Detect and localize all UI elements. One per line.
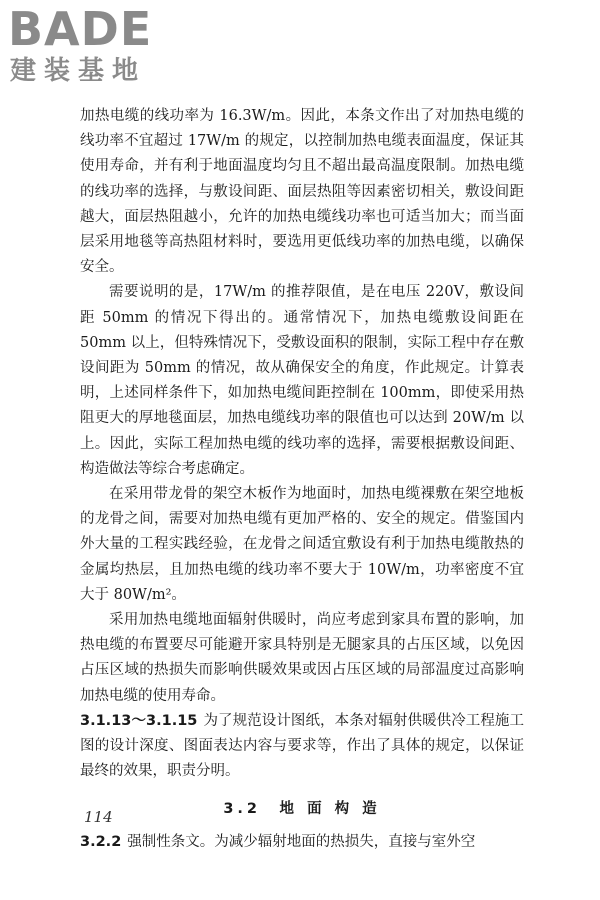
paragraph-3: 在采用带龙骨的架空木板作为地面时，加热电缆裸敷在架空地板的龙骨之间，需要对加热电缆有更加严格的、安全的规定。借鉴国内外大量的工程实践经验，在龙骨之间适宜敷设有利于加热电缆散热的金属均热层，且加热电缆的线功率不要大于 10W/m，功率密度不宜大于 80W/m²。 <box>80 486 524 603</box>
logo-subtitle: 建装基地 <box>10 56 147 86</box>
clause-text: 强制性条文。为减少辐射地面的热损失，直接与室外空 <box>127 834 476 851</box>
clause-3-2-2 <box>80 830 524 855</box>
clause-3-1-13 <box>80 709 524 785</box>
page-number: 114 <box>84 808 113 826</box>
paragraph-1: 加热电缆的线功率为 16.3W/m。因此，本条文作出了对加热电缆的线功率不宜超过 17W/m 的规定，以控制加热电缆表面温度，保证其使用寿命，并有利于地面温度均匀且不超出最高温度限制。加热电缆的线功率的选择，与敷设间距、面层热阻等因素密切相关，敷设间距越大，面层热阻越小，允许的加热电缆线功率也可适当加大；而当面层采用地毯等高热阻材料时，要选用更低线功率的加热电缆，以确保安全。 <box>80 108 524 276</box>
clause-number: 3.1.13～3.1.15 <box>80 712 198 729</box>
body-text <box>80 104 524 856</box>
section-heading: 3.2 地 面 构 造 <box>223 801 381 818</box>
clause-number: 3.2.2 <box>80 834 122 851</box>
clause-text: 为了规范设计图纸，本条对辐射供暖供冷工程施工图的设计深度、图面表达内容与要求等，作出了具体的规定，以保证最终的效果，职责分明。 <box>80 712 525 780</box>
logo-wordmark: BADE <box>8 2 153 56</box>
bade-logo <box>8 2 188 86</box>
paragraph-2: 需要说明的是，17W/m 的推荐限值，是在电压 220V，敷设间距 50mm 的情况下得出的。通常情况下，加热电缆敷设间距在 50mm 以上，但特殊情况下，受敷设面积的限制，实际工程中存在敷设间距为 50mm 的情况，故从确保安全的角度，作此规定。计算表明，上述同样条件下，如加热电缆间距控制在 100mm，即使采用热阻更大的厚地毯面层，加热电缆线功率的限值也可以达到 20W/m 以上。因此，实际工程加热电缆的线功率的选择，需要根据敷设间距、构造做法等综合考虑确定。 <box>80 284 524 477</box>
paragraph-4: 采用加热电缆地面辐射供暖时，尚应考虑到家具布置的影响，加热电缆的布置要尽可能避开家具特别是无腿家具的占压区域，以免因占压区域的热损失而影响供暖效果或因占压区域的局部温度过高影响加热电缆的使用寿命。 <box>80 612 524 704</box>
